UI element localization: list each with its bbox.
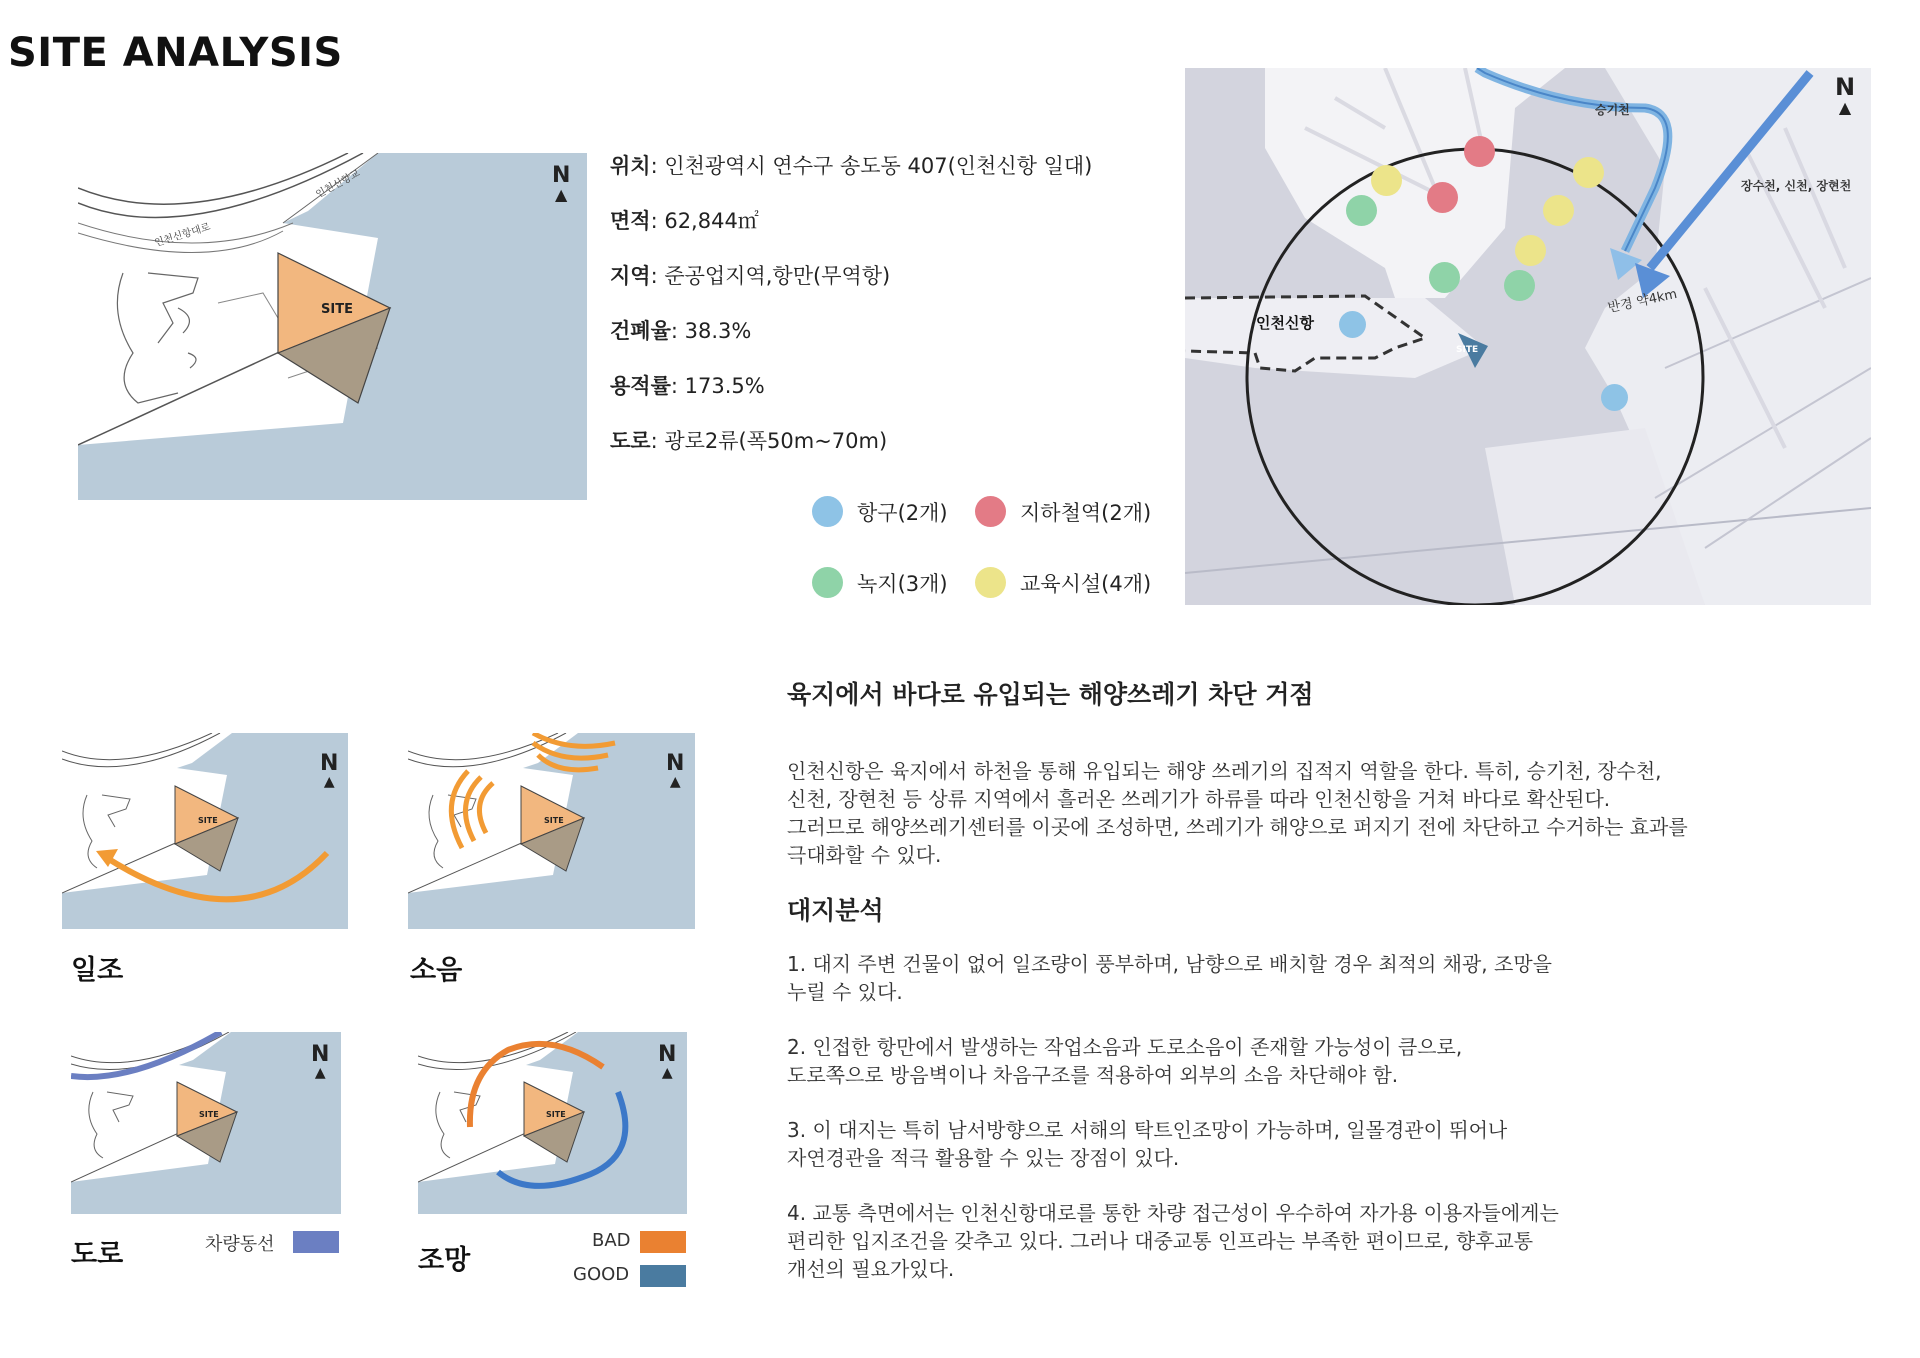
green-marker-icon <box>1346 195 1377 226</box>
site-info-far: 용적률: 173.5% <box>610 374 765 398</box>
road-legend-swatch <box>293 1231 339 1253</box>
north-label: N <box>320 751 339 776</box>
river-label: 장수천, 신천, 장현천 <box>1741 179 1852 193</box>
noise-diagram <box>408 733 695 929</box>
analysis-item-3 <box>787 1116 1507 1172</box>
education-marker-icon <box>1543 195 1574 226</box>
port-label: 인천신항 <box>1256 314 1314 332</box>
north-arrow-icon: ▲ <box>555 185 568 204</box>
road-legend-label: 차량동선 <box>205 1234 275 1255</box>
sunlight-label: 일조 <box>71 955 124 986</box>
bad-legend-label: BAD <box>592 1230 631 1251</box>
context-map <box>1185 68 1871 605</box>
north-label: N <box>666 751 685 776</box>
education-dot-icon <box>975 567 1006 598</box>
analysis-line: 편리한 입지조건을 갖추고 있다. 그러나 대중교통 인프라는 부족한 편이므로, 향후교통 <box>787 1229 1534 1253</box>
site-info-coverage: 건폐율: 38.3% <box>610 319 752 343</box>
view-diagram <box>418 1032 687 1214</box>
site-info-zone: 지역: 준공업지역,항만(무역항) <box>610 264 891 288</box>
page-title: SITE ANALYSIS <box>8 30 343 76</box>
analysis-line: 도로쪽으로 방음벽이나 차음구조를 적용하여 외부의 소음 차단해야 함. <box>787 1063 1399 1087</box>
north-indicator <box>552 163 570 202</box>
analysis-heading: 대지분석 <box>787 896 884 925</box>
port-marker-icon <box>1601 384 1628 411</box>
education-marker-icon <box>1573 157 1604 188</box>
subway-dot-icon <box>975 496 1006 527</box>
site-label: SITE <box>198 816 218 825</box>
analysis-item-1 <box>787 950 1552 1006</box>
north-indicator <box>311 1042 329 1079</box>
education-marker-icon <box>1515 235 1546 266</box>
subway-marker-icon <box>1464 136 1495 167</box>
green-marker-icon <box>1504 270 1535 301</box>
bad-legend-swatch <box>640 1231 686 1253</box>
intro-line: 그러므로 해양쓰레기센터를 이곳에 조성하면, 쓰레기가 해양으로 퍼지기 전에 차단하고 수거하는 효과를 <box>787 815 1688 839</box>
port-dot-icon <box>812 496 843 527</box>
site-info-area: 면적: 62,844㎡ <box>610 209 759 233</box>
site-label: SITE <box>546 1110 566 1119</box>
site-label: SITE <box>199 1110 219 1119</box>
north-indicator <box>320 751 338 788</box>
north-arrow-icon: ▲ <box>1838 98 1852 117</box>
north-arrow-icon: ▲ <box>661 1065 673 1081</box>
north-indicator <box>666 751 684 788</box>
good-legend-swatch <box>640 1265 686 1287</box>
legend-education: 교육시설(4개) <box>975 567 1151 598</box>
legend-subway: 지하철역(2개) <box>975 496 1151 527</box>
analysis-line: 누릴 수 있다. <box>787 980 903 1004</box>
intro-line: 인천신항은 육지에서 하천을 통해 유입되는 해양 쓰레기의 집적지 역할을 한다. 특히, 승기천, 장수천, <box>787 759 1662 783</box>
subway-marker-icon <box>1427 182 1458 213</box>
road-label: 인천신항대로 <box>153 221 212 250</box>
education-marker-icon <box>1371 165 1402 196</box>
legend-port: 항구(2개) <box>812 496 948 527</box>
section-heading: 육지에서 바다로 유입되는 해양쓰레기 차단 거점 <box>787 680 1314 709</box>
north-label: N <box>552 163 571 188</box>
north-label: N <box>658 1042 677 1067</box>
river-label: 승기천 <box>1595 103 1630 117</box>
north-label: N <box>311 1042 330 1067</box>
port-marker-icon <box>1339 311 1366 338</box>
intro-paragraph <box>787 757 1688 869</box>
north-label: N <box>1835 73 1856 101</box>
site-info-location: 위치: 인천광역시 연수구 송도동 407(인천신항 일대) <box>610 154 1093 178</box>
analysis-line: 3. 이 대지는 특히 남서방향으로 서해의 탁트인조망이 가능하며, 일몰경관이 뛰어나 <box>787 1118 1508 1142</box>
north-arrow-icon: ▲ <box>314 1065 326 1081</box>
radius-label: 반경 약4km <box>1606 286 1679 317</box>
analysis-line: 1. 대지 주변 건물이 없어 일조량이 풍부하며, 남향으로 배치할 경우 최적의 채광, 조망을 <box>787 952 1552 976</box>
road-label: 도로 <box>71 1239 124 1270</box>
analysis-line: 4. 교통 측면에서는 인천신항대로를 통한 차량 접근성이 우수하여 자가용 이용자들에게는 <box>787 1201 1559 1225</box>
view-label: 조망 <box>418 1245 471 1276</box>
site-label: SITE <box>544 816 564 825</box>
analysis-item-4 <box>787 1199 1559 1283</box>
analysis-line: 2. 인접한 항만에서 발생하는 작업소음과 도로소음이 존재할 가능성이 큼으로, <box>787 1035 1463 1059</box>
north-indicator <box>658 1042 676 1079</box>
site-label: SITE <box>321 302 353 317</box>
site-map <box>78 153 587 500</box>
green-marker-icon <box>1429 262 1460 293</box>
north-indicator <box>1835 73 1855 115</box>
site-info-list <box>610 150 1092 480</box>
north-arrow-icon: ▲ <box>323 774 335 790</box>
intro-line: 극대화할 수 있다. <box>787 843 942 867</box>
site-info-road: 도로: 광로2류(폭50m~70m) <box>610 429 888 453</box>
analysis-line: 자연경관을 적극 활용할 수 있는 장점이 있다. <box>787 1146 1180 1170</box>
noise-label: 소음 <box>410 955 463 986</box>
road-diagram <box>71 1032 341 1214</box>
site-label: SITE <box>1456 345 1479 355</box>
legend-green: 녹지(3개) <box>812 567 948 598</box>
analysis-item-2 <box>787 1033 1462 1089</box>
sunlight-diagram <box>62 733 348 929</box>
good-legend-label: GOOD <box>573 1264 630 1285</box>
analysis-line: 개선의 필요가있다. <box>787 1257 955 1281</box>
intro-line: 신천, 장현천 등 상류 지역에서 흘러온 쓰레기가 하류를 따라 인천신항을 거쳐 바다로 확산된다. <box>787 787 1611 811</box>
bridge-label: 인천신항교 <box>314 168 363 201</box>
north-arrow-icon: ▲ <box>669 774 681 790</box>
green-dot-icon <box>812 567 843 598</box>
